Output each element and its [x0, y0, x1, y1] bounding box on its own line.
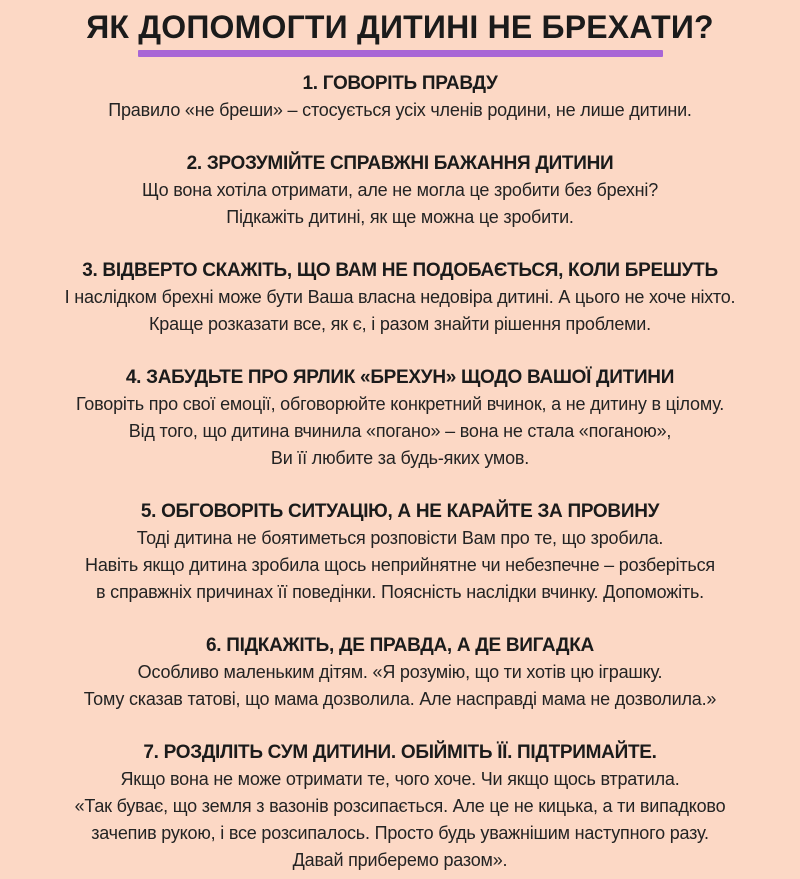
section-5 — [14, 499, 786, 606]
section-line: Ви її любите за будь-яких умов. — [270, 448, 530, 468]
section-heading: 1. ГОВОРІТЬ ПРАВДУ — [302, 73, 498, 94]
section-heading: 7. РОЗДІЛІТЬ СУМ ДИТИНИ. ОБІЙМІТЬ ЇЇ. ПІДТРИМАЙТЕ. — [143, 742, 657, 763]
section-line: Підкажіть дитині, як ще можна це зробити. — [226, 207, 574, 227]
section-3 — [14, 258, 786, 338]
section-line: зачепив рукою, і все розсипалось. Просто будь уважнішим наступного разу. — [91, 823, 709, 843]
section-line: в справжніх причинах її поведінки. Поясність наслідки вчинку. Допоможіть. — [96, 582, 704, 602]
section-line: Говоріть про свої емоції, обговорюйте конкретний вчинок, а не дитину в цілому. — [75, 394, 725, 414]
page-title: ЯК ДОПОМОГТИ ДИТИНІ НЕ БРЕХАТИ? — [86, 9, 714, 45]
section-heading: 5. ОБГОВОРІТЬ СИТУАЦІЮ, А НЕ КАРАЙТЕ ЗА ПРОВИНУ — [140, 501, 660, 522]
section-line: Краще розказати все, як є, і разом знайти рішення проблеми. — [149, 314, 651, 334]
section-line: Від того, що дитина вчинила «погано» – вона не стала «поганою», — [128, 421, 672, 441]
section-1 — [14, 71, 786, 124]
section-heading: 2. ЗРОЗУМІЙТЕ СПРАВЖНІ БАЖАННЯ ДИТИНИ — [186, 153, 614, 174]
section-6 — [14, 633, 786, 713]
section-line: Давай приберемо разом». — [292, 850, 508, 870]
section-line: Тоді дитина не боятиметься розповісти Вам про те, що зробила. — [136, 528, 664, 548]
section-heading: 6. ПІДКАЖІТЬ, ДЕ ПРАВДА, А ДЕ ВИГАДКА — [206, 635, 594, 656]
section-heading: 4. ЗАБУДЬТЕ ПРО ЯРЛИК «БРЕХУН» ЩОДО ВАШОЇ ДИТИНИ — [125, 367, 675, 388]
section-line: Навіть якщо дитина зробила щось неприйнятне чи небезпечне – розберіться — [85, 555, 715, 575]
title-underline — [138, 50, 663, 57]
section-7 — [14, 740, 786, 874]
sections-list — [14, 71, 786, 874]
section-line: Правило «не бреши» – стосується усіх членів родини, не лише дитини. — [108, 100, 692, 120]
section-line: Тому сказав татові, що мама дозволила. Але насправді мама не дозволила.» — [83, 689, 717, 709]
section-heading: 3. ВІДВЕРТО СКАЖІТЬ, ЩО ВАМ НЕ ПОДОБАЄТЬСЯ, КОЛИ БРЕШУТЬ — [82, 260, 718, 281]
section-line: Що вона хотіла отримати, але не могла це зробити без брехні? — [141, 180, 659, 200]
section-4 — [14, 365, 786, 472]
section-line: Якщо вона не може отримати те, чого хоче. Чи якщо щось втратила. — [120, 769, 680, 789]
section-line: Особливо маленьким дітям. «Я розумію, що ти хотів цю іграшку. — [137, 662, 663, 682]
section-line: І наслідком брехні може бути Ваша власна недовіра дитині. А цього не хоче ніхто. — [64, 287, 736, 307]
section-line: «Так буває, що земля з вазонів розсипається. Але це не кицька, а ти випадково — [74, 796, 726, 816]
section-2 — [14, 151, 786, 231]
